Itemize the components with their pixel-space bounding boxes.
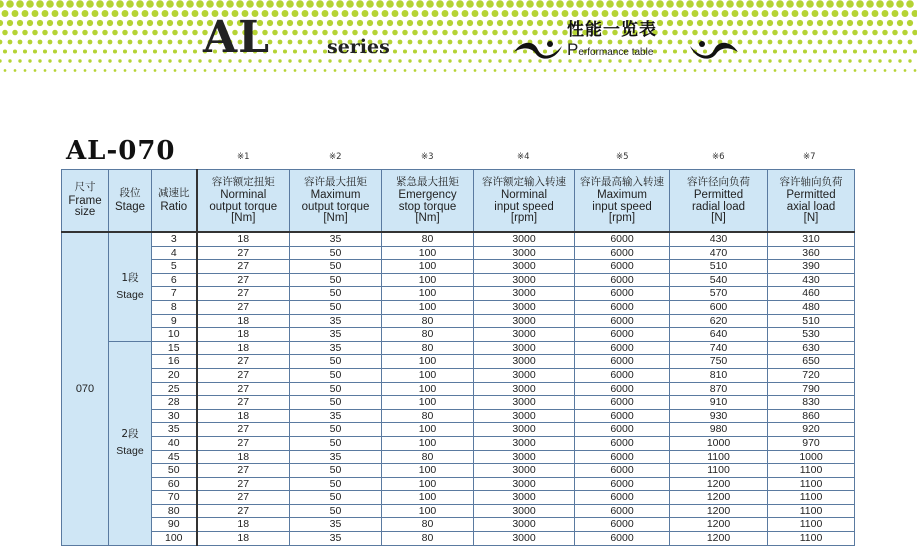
- column-header-en: [N]: [711, 212, 726, 224]
- value-cell: 27: [197, 246, 290, 260]
- stage-label-en: Stage: [116, 288, 144, 301]
- value-cell: 3000: [474, 450, 575, 464]
- performance-rest: erformance table: [578, 47, 654, 58]
- value-cell: 100: [382, 287, 474, 301]
- note-mark: ※3: [421, 152, 434, 162]
- value-cell: 1100: [670, 464, 768, 478]
- value-cell: 510: [768, 314, 855, 328]
- value-cell: 100: [382, 477, 474, 491]
- performance-table: [61, 169, 855, 546]
- column-header: [575, 170, 670, 233]
- value-cell: 3000: [474, 518, 575, 532]
- value-cell: 50: [290, 246, 382, 260]
- ratio-cell: 7: [152, 287, 197, 301]
- value-cell: 50: [290, 504, 382, 518]
- performance-table-title-cn: 性能一览表: [567, 20, 657, 40]
- value-cell: 100: [382, 260, 474, 274]
- column-header-cn: 容许额定扭矩: [211, 175, 275, 188]
- table-row: [62, 450, 855, 464]
- column-header-en: axial load: [786, 200, 836, 213]
- value-cell: 80: [382, 341, 474, 355]
- value-cell: 1100: [768, 491, 855, 505]
- column-header-en: input speed: [494, 200, 554, 213]
- column-header: [382, 170, 474, 233]
- table-row: [62, 532, 855, 546]
- column-header: [290, 170, 382, 233]
- column-header-en: output torque: [301, 200, 370, 213]
- value-cell: 510: [670, 260, 768, 274]
- value-cell: 6000: [575, 273, 670, 287]
- right-ornament-icon: [688, 38, 740, 60]
- value-cell: 3000: [474, 246, 575, 260]
- value-cell: 6000: [575, 396, 670, 410]
- value-cell: 6000: [575, 232, 670, 246]
- value-cell: 1000: [768, 450, 855, 464]
- value-cell: 50: [290, 396, 382, 410]
- ratio-cell: 35: [152, 423, 197, 437]
- value-cell: 100: [382, 491, 474, 505]
- value-cell: 3000: [474, 409, 575, 423]
- value-cell: 100: [382, 464, 474, 478]
- performance-initial: P: [567, 40, 579, 59]
- value-cell: 100: [382, 300, 474, 314]
- note-mark: ※2: [329, 152, 342, 162]
- value-cell: 35: [290, 232, 382, 246]
- column-header: [62, 170, 109, 233]
- ratio-cell: 15: [152, 341, 197, 355]
- value-cell: 430: [768, 273, 855, 287]
- column-header-en: Permitted: [693, 189, 744, 201]
- value-cell: 3000: [474, 382, 575, 396]
- value-cell: 1200: [670, 491, 768, 505]
- value-cell: 3000: [474, 273, 575, 287]
- ratio-cell: 45: [152, 450, 197, 464]
- value-cell: 980: [670, 423, 768, 437]
- value-cell: 6000: [575, 260, 670, 274]
- ratio-cell: 3: [152, 232, 197, 246]
- value-cell: 3000: [474, 314, 575, 328]
- value-cell: 27: [197, 477, 290, 491]
- column-header-en: output torque: [209, 200, 278, 213]
- value-cell: 910: [670, 396, 768, 410]
- value-cell: 18: [197, 450, 290, 464]
- value-cell: 6000: [575, 423, 670, 437]
- value-cell: 3000: [474, 328, 575, 342]
- table-row: [62, 341, 855, 355]
- value-cell: 430: [670, 232, 768, 246]
- table-row: [62, 409, 855, 423]
- value-cell: 35: [290, 450, 382, 464]
- column-header-en: Ratio: [160, 200, 188, 213]
- value-cell: 80: [382, 450, 474, 464]
- value-cell: 50: [290, 477, 382, 491]
- table-row: [62, 504, 855, 518]
- table-row: [62, 491, 855, 505]
- value-cell: 18: [197, 532, 290, 546]
- brand-series-label: series: [327, 36, 390, 58]
- table-row: [62, 477, 855, 491]
- column-header: [474, 170, 575, 233]
- ratio-cell: 6: [152, 273, 197, 287]
- value-cell: 100: [382, 504, 474, 518]
- value-cell: 27: [197, 423, 290, 437]
- column-header-cn: 容许径向负荷: [687, 175, 750, 188]
- column-header-cn: 减速比: [158, 187, 190, 199]
- value-cell: 930: [670, 409, 768, 423]
- note-mark: ※4: [517, 152, 530, 162]
- value-cell: 870: [670, 382, 768, 396]
- ratio-cell: 70: [152, 491, 197, 505]
- value-cell: 3000: [474, 396, 575, 410]
- ratio-cell: 16: [152, 355, 197, 369]
- value-cell: 6000: [575, 436, 670, 450]
- value-cell: 18: [197, 341, 290, 355]
- value-cell: 100: [382, 396, 474, 410]
- table-row: [62, 423, 855, 437]
- value-cell: 27: [197, 368, 290, 382]
- value-cell: 27: [197, 300, 290, 314]
- value-cell: 3000: [474, 504, 575, 518]
- column-header-cn: 尺寸: [74, 181, 96, 194]
- note-mark: ※1: [237, 152, 250, 162]
- value-cell: 6000: [575, 287, 670, 301]
- ratio-cell: 25: [152, 382, 197, 396]
- value-cell: 3000: [474, 287, 575, 301]
- value-cell: 3000: [474, 341, 575, 355]
- value-cell: 27: [197, 260, 290, 274]
- column-header-en: [Nm]: [231, 212, 256, 224]
- value-cell: 570: [670, 287, 768, 301]
- column-header-cn: 容许轴向负荷: [779, 175, 843, 188]
- value-cell: 1100: [670, 450, 768, 464]
- value-cell: 6000: [575, 382, 670, 396]
- dotted-banner-background: [0, 0, 917, 78]
- value-cell: 50: [290, 368, 382, 382]
- value-cell: 860: [768, 409, 855, 423]
- note-mark: ※7: [803, 152, 816, 162]
- ratio-cell: 10: [152, 328, 197, 342]
- value-cell: 790: [768, 382, 855, 396]
- value-cell: 27: [197, 464, 290, 478]
- value-cell: 970: [768, 436, 855, 450]
- table-row: [62, 396, 855, 410]
- value-cell: 50: [290, 423, 382, 437]
- column-header-cn: 段位: [119, 187, 141, 199]
- value-cell: 830: [768, 396, 855, 410]
- value-cell: 720: [768, 368, 855, 382]
- value-cell: 740: [670, 341, 768, 355]
- value-cell: 470: [670, 246, 768, 260]
- ratio-cell: 8: [152, 300, 197, 314]
- column-header: [152, 170, 197, 233]
- column-header-en: Permitted: [786, 189, 836, 201]
- table-row: [62, 287, 855, 301]
- table-row: [62, 300, 855, 314]
- table-header-row: [62, 170, 855, 233]
- column-header-en: radial load: [691, 200, 746, 213]
- value-cell: 27: [197, 355, 290, 369]
- value-cell: 6000: [575, 314, 670, 328]
- value-cell: 640: [670, 328, 768, 342]
- value-cell: 540: [670, 273, 768, 287]
- value-cell: 1100: [768, 532, 855, 546]
- value-cell: 35: [290, 409, 382, 423]
- value-cell: 100: [382, 355, 474, 369]
- table-row: [62, 260, 855, 274]
- value-cell: 18: [197, 409, 290, 423]
- value-cell: 27: [197, 504, 290, 518]
- column-header-en: Maximum: [310, 189, 361, 201]
- note-mark: ※6: [712, 152, 725, 162]
- stage-label-cn: 1段: [121, 271, 139, 284]
- value-cell: 6000: [575, 409, 670, 423]
- value-cell: 3000: [474, 368, 575, 382]
- column-header-en: [rpm]: [608, 212, 636, 224]
- value-cell: 80: [382, 314, 474, 328]
- column-header-en: Frame: [68, 194, 102, 207]
- table-row: [62, 355, 855, 369]
- brand-title: AL: [203, 12, 271, 63]
- value-cell: 530: [768, 328, 855, 342]
- value-cell: 27: [197, 287, 290, 301]
- value-cell: 18: [197, 328, 290, 342]
- banner: [0, 0, 917, 78]
- column-header-en: input speed: [592, 200, 652, 213]
- value-cell: 3000: [474, 464, 575, 478]
- table-row: [62, 368, 855, 382]
- value-cell: 480: [768, 300, 855, 314]
- ratio-cell: 90: [152, 518, 197, 532]
- value-cell: 920: [768, 423, 855, 437]
- value-cell: 6000: [575, 300, 670, 314]
- value-cell: 50: [290, 287, 382, 301]
- value-cell: 100: [382, 382, 474, 396]
- value-cell: 6000: [575, 477, 670, 491]
- stage-label-en: Stage: [116, 445, 144, 458]
- value-cell: 1200: [670, 518, 768, 532]
- value-cell: 3000: [474, 477, 575, 491]
- column-header-en: Stage: [114, 200, 146, 213]
- column-header-en: size: [74, 206, 96, 219]
- value-cell: 27: [197, 382, 290, 396]
- table-row: [62, 382, 855, 396]
- column-header-en: [N]: [803, 212, 819, 224]
- value-cell: 80: [382, 328, 474, 342]
- ratio-cell: 60: [152, 477, 197, 491]
- value-cell: 6000: [575, 341, 670, 355]
- column-header-en: stop torque: [398, 200, 457, 213]
- value-cell: 3000: [474, 532, 575, 546]
- value-cell: 3000: [474, 436, 575, 450]
- stage-label-cn: 2段: [121, 428, 139, 441]
- ratio-cell: 9: [152, 314, 197, 328]
- column-header-en: [Nm]: [323, 212, 348, 224]
- value-cell: 620: [670, 314, 768, 328]
- value-cell: 390: [768, 260, 855, 274]
- column-header-cn: 容许额定输入转速: [482, 175, 566, 188]
- value-cell: 460: [768, 287, 855, 301]
- column-header: [109, 170, 152, 233]
- value-cell: 27: [197, 491, 290, 505]
- value-cell: 100: [382, 436, 474, 450]
- value-cell: 35: [290, 518, 382, 532]
- model-title: AL-070: [66, 136, 176, 166]
- column-header-cn: 容许最大扭矩: [304, 175, 367, 188]
- value-cell: 650: [768, 355, 855, 369]
- table-body: [62, 232, 855, 545]
- value-cell: 18: [197, 232, 290, 246]
- value-cell: 6000: [575, 450, 670, 464]
- column-header-cn: 紧急最大扭矩: [396, 175, 459, 188]
- table-row: [62, 232, 855, 246]
- value-cell: 100: [382, 246, 474, 260]
- column-header: [197, 170, 290, 233]
- value-cell: 6000: [575, 532, 670, 546]
- value-cell: 6000: [575, 518, 670, 532]
- value-cell: 50: [290, 491, 382, 505]
- ratio-cell: 30: [152, 409, 197, 423]
- value-cell: 80: [382, 532, 474, 546]
- value-cell: 80: [382, 232, 474, 246]
- note-mark: ※5: [616, 152, 629, 162]
- ratio-cell: 40: [152, 436, 197, 450]
- column-header-en: Norminal: [500, 189, 547, 201]
- value-cell: 80: [382, 409, 474, 423]
- value-cell: 50: [290, 273, 382, 287]
- ratio-cell: 4: [152, 246, 197, 260]
- value-cell: 1200: [670, 532, 768, 546]
- value-cell: 1100: [768, 518, 855, 532]
- value-cell: 18: [197, 518, 290, 532]
- ratio-cell: 28: [152, 396, 197, 410]
- table-row: [62, 518, 855, 532]
- value-cell: 100: [382, 273, 474, 287]
- value-cell: 35: [290, 532, 382, 546]
- table-row: [62, 314, 855, 328]
- value-cell: 100: [382, 423, 474, 437]
- ratio-cell: 5: [152, 260, 197, 274]
- table-row: [62, 328, 855, 342]
- value-cell: 3000: [474, 300, 575, 314]
- value-cell: 100: [382, 368, 474, 382]
- column-header-en: [Nm]: [415, 212, 440, 224]
- table-row: [62, 246, 855, 260]
- value-cell: 3000: [474, 423, 575, 437]
- ratio-cell: 100: [152, 532, 197, 546]
- value-cell: 1200: [670, 504, 768, 518]
- value-cell: 1100: [768, 504, 855, 518]
- value-cell: 750: [670, 355, 768, 369]
- column-header-en: Maximum: [597, 189, 647, 201]
- table-row: [62, 273, 855, 287]
- column-header: [768, 170, 855, 233]
- ratio-cell: 20: [152, 368, 197, 382]
- value-cell: 6000: [575, 368, 670, 382]
- value-cell: 50: [290, 464, 382, 478]
- column-header-en: Norminal: [220, 189, 267, 201]
- value-cell: 6000: [575, 246, 670, 260]
- value-cell: 27: [197, 273, 290, 287]
- value-cell: 3000: [474, 232, 575, 246]
- table-row: [62, 464, 855, 478]
- column-header: [670, 170, 768, 233]
- performance-table-title-en: [567, 40, 653, 60]
- value-cell: 18: [197, 314, 290, 328]
- column-header-en: Emergency: [398, 189, 457, 201]
- value-cell: 35: [290, 328, 382, 342]
- value-cell: 3000: [474, 260, 575, 274]
- value-cell: 810: [670, 368, 768, 382]
- value-cell: 6000: [575, 491, 670, 505]
- value-cell: 50: [290, 382, 382, 396]
- ratio-cell: 50: [152, 464, 197, 478]
- value-cell: 35: [290, 314, 382, 328]
- value-cell: 80: [382, 518, 474, 532]
- value-cell: 50: [290, 436, 382, 450]
- stage-cell: [109, 341, 152, 545]
- value-cell: 310: [768, 232, 855, 246]
- value-cell: 6000: [575, 328, 670, 342]
- value-cell: 600: [670, 300, 768, 314]
- value-cell: 6000: [575, 355, 670, 369]
- ratio-cell: 80: [152, 504, 197, 518]
- value-cell: 630: [768, 341, 855, 355]
- value-cell: 3000: [474, 355, 575, 369]
- column-note-marks: [198, 152, 854, 164]
- value-cell: 1000: [670, 436, 768, 450]
- value-cell: 6000: [575, 504, 670, 518]
- stage-cell: [109, 232, 152, 341]
- frame-size-cell: 070: [62, 232, 109, 545]
- value-cell: 35: [290, 341, 382, 355]
- value-cell: 1100: [768, 477, 855, 491]
- value-cell: 3000: [474, 491, 575, 505]
- value-cell: 360: [768, 246, 855, 260]
- column-header-en: [rpm]: [510, 212, 538, 224]
- value-cell: 1200: [670, 477, 768, 491]
- value-cell: 50: [290, 300, 382, 314]
- value-cell: 50: [290, 355, 382, 369]
- table-row: [62, 436, 855, 450]
- left-ornament-icon: [512, 38, 564, 60]
- column-header-cn: 容许最高输入转速: [580, 175, 664, 188]
- value-cell: 50: [290, 260, 382, 274]
- value-cell: 27: [197, 436, 290, 450]
- value-cell: 6000: [575, 464, 670, 478]
- value-cell: 1100: [768, 464, 855, 478]
- value-cell: 27: [197, 396, 290, 410]
